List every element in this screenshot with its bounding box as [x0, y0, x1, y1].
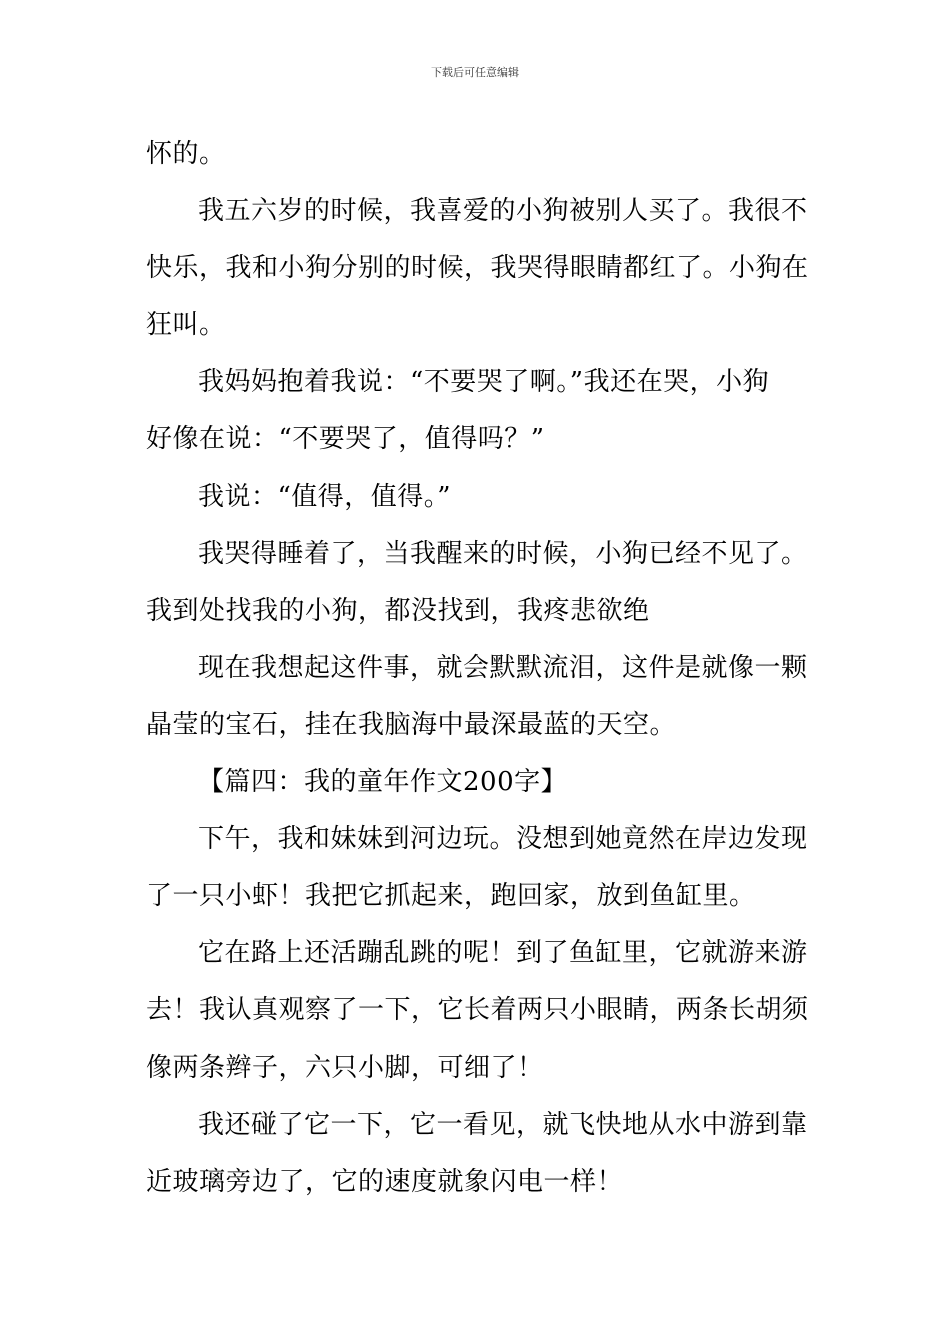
text-line: 狂叫。 — [146, 310, 226, 341]
text-line: 我说：“值得，值得。” — [198, 481, 452, 512]
text-line: 晶莹的宝石，挂在我脑海中最深最蓝的天空。 — [146, 709, 677, 740]
text-line: 我到处找我的小狗，都没找到，我疼悲欲绝 — [146, 595, 650, 626]
text-line: 我还碰了它一下，它一看见，就飞快地从水中游到靠 — [198, 1109, 808, 1140]
text-line: 我哭得睡着了，当我醒来的时候，小狗已经不见了。 — [198, 538, 808, 569]
text-line: 它在路上还活蹦乱跳的呢！到了鱼缸里，它就游来游 — [198, 938, 808, 969]
text-line: 好像在说：“不要哭了，值得吗？” — [146, 424, 545, 455]
page-header: 下载后可任意编辑 — [431, 66, 519, 79]
text-line: 像两条辫子，六只小脚，可细了！ — [146, 1052, 544, 1083]
text-line: 我妈妈抱着我说：“不要哭了啊。”我还在哭，小狗 — [198, 367, 770, 398]
text-line: 我五六岁的时候，我喜爱的小狗被别人买了。我很不 — [198, 196, 808, 227]
text-line: 近玻璃旁边了，它的速度就象闪电一样！ — [146, 1166, 624, 1197]
text-line: 下午，我和妹妹到河边玩。没想到她竟然在岸边发现 — [198, 824, 808, 855]
text-line: 了一只小虾！我把它抓起来，跑回家，放到鱼缸里。 — [146, 881, 756, 912]
document-body — [146, 126, 810, 1211]
section-heading: 【篇四：我的童年作文200字】 — [198, 767, 568, 798]
text-line: 快乐，我和小狗分别的时候，我哭得眼睛都红了。小狗在 — [146, 253, 809, 284]
text-line: 去！我认真观察了一下，它长着两只小眼睛，两条长胡须 — [146, 995, 809, 1026]
text-line: 怀的。 — [146, 139, 226, 169]
text-line: 现在我想起这件事，就会默默流泪，这件是就像一颗 — [198, 652, 808, 683]
